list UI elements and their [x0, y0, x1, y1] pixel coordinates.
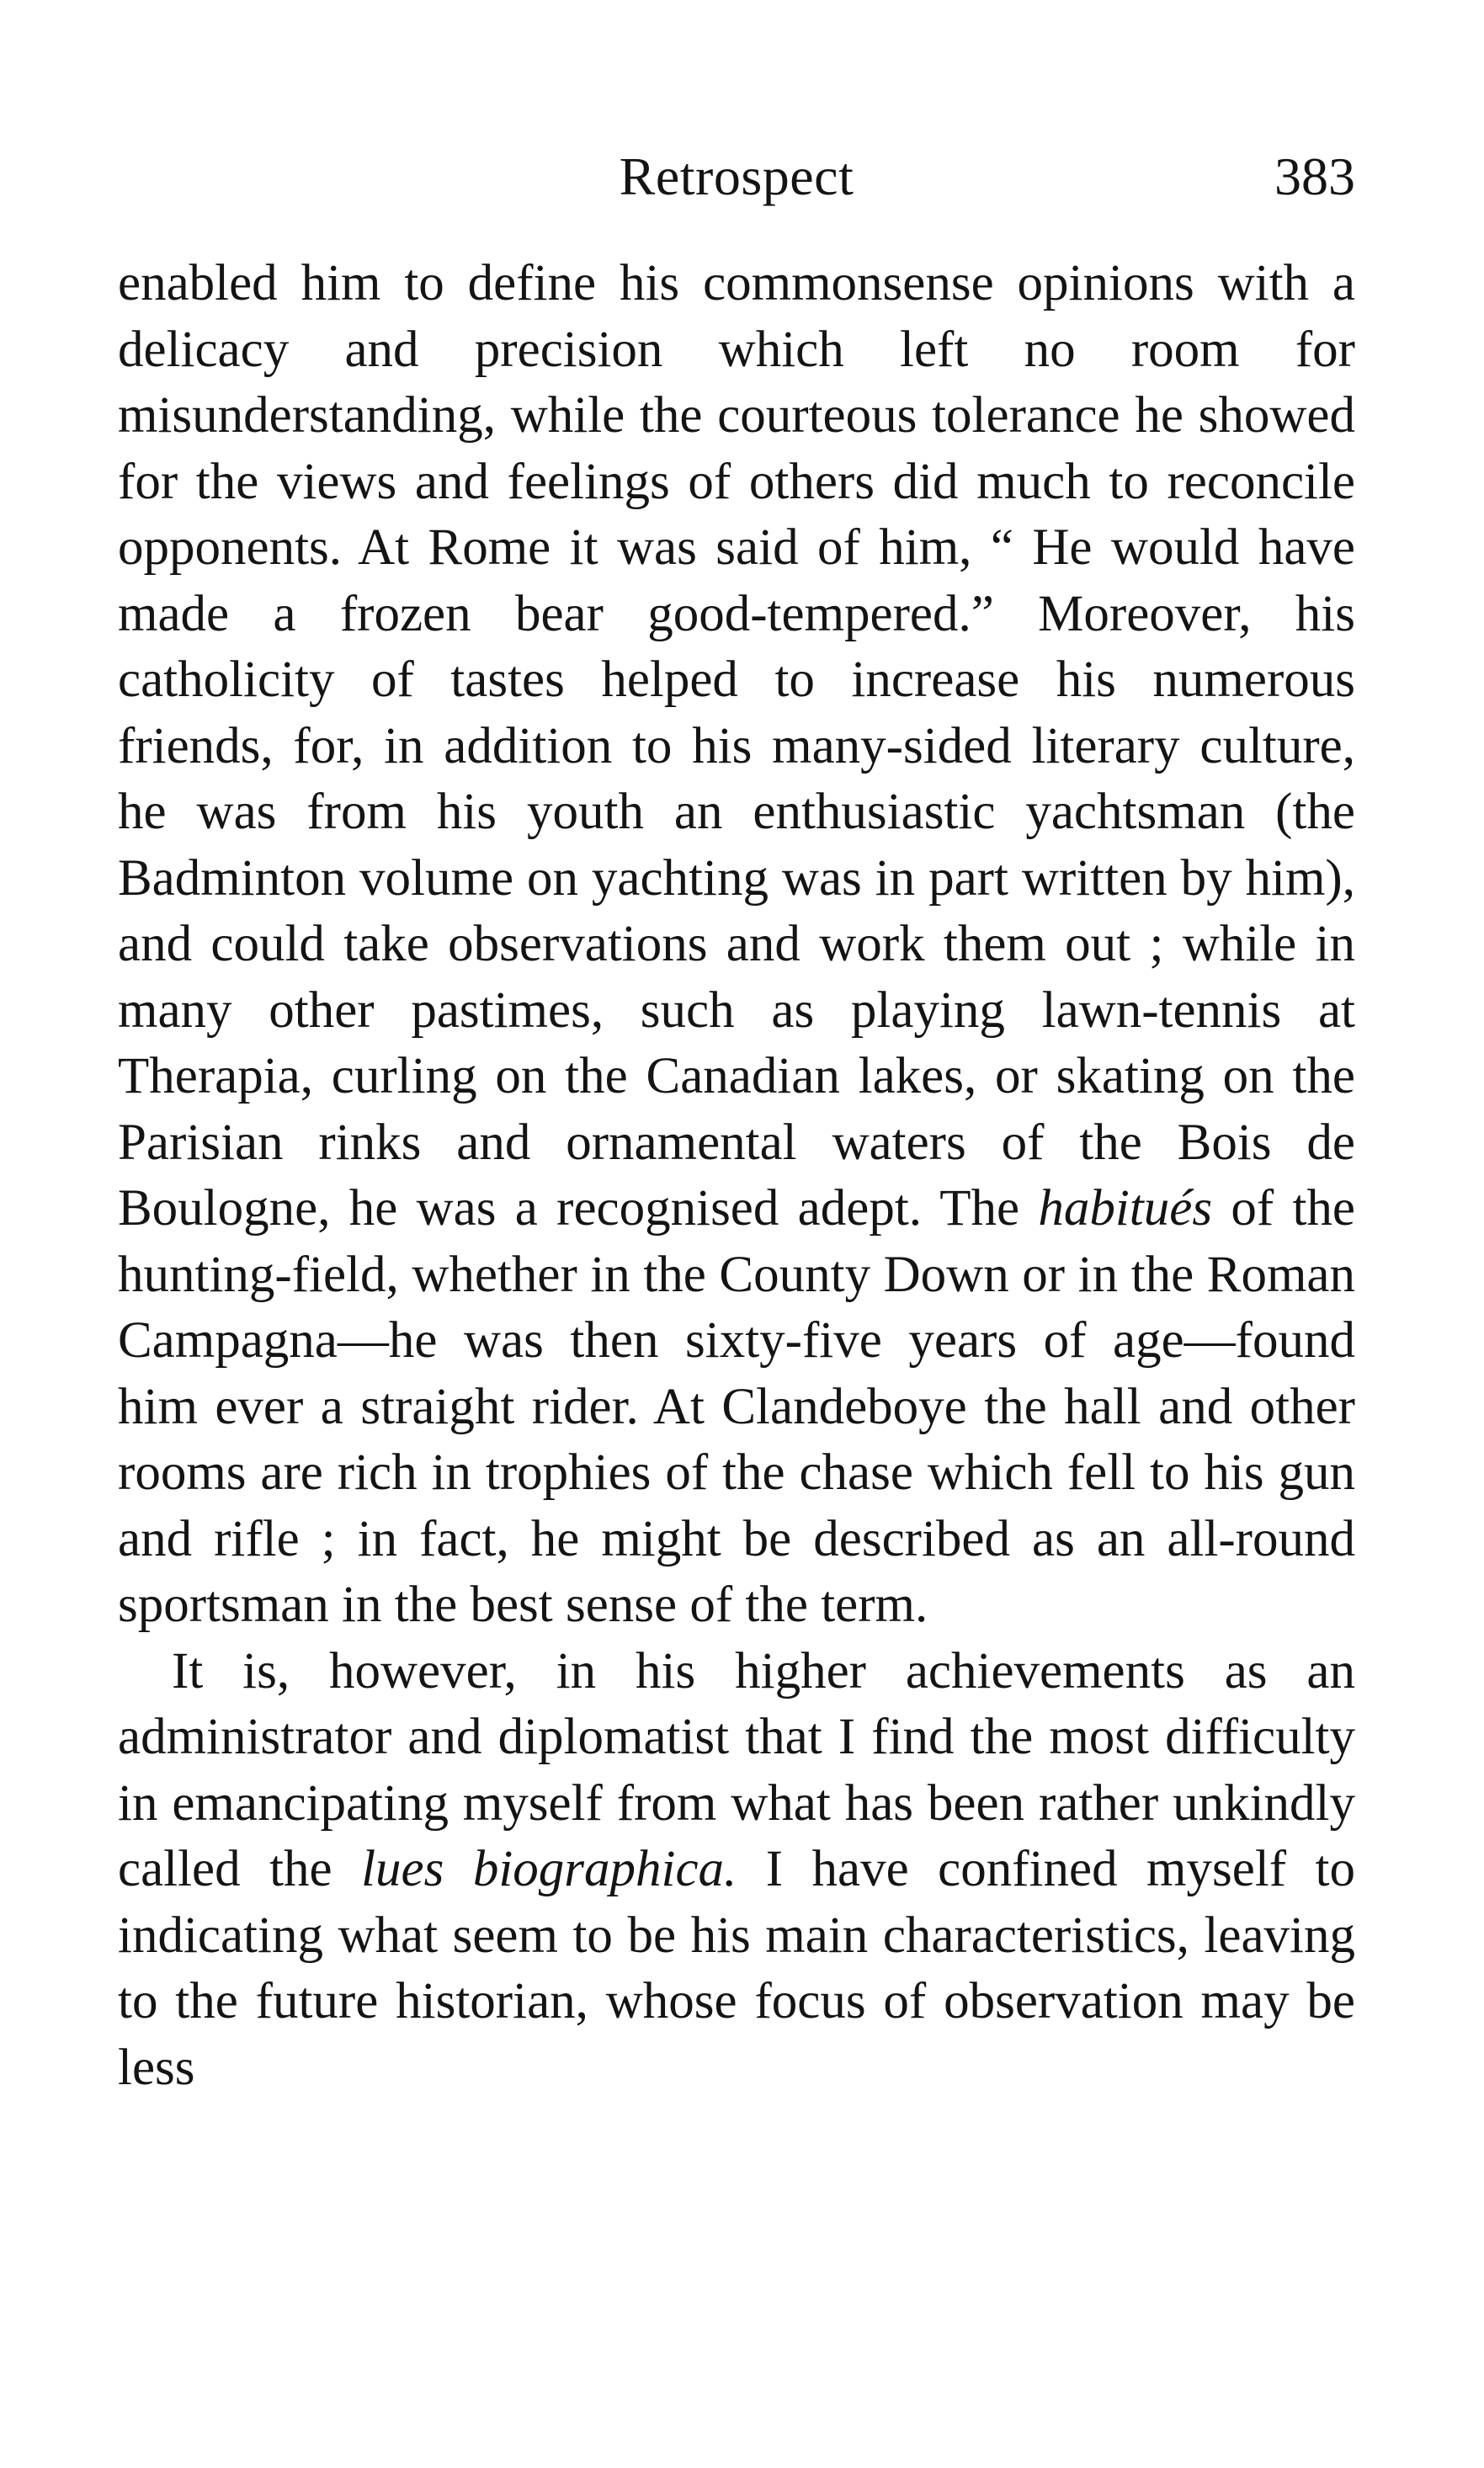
- page-number: 383: [1274, 146, 1355, 206]
- paragraph-1-italic-habitues: habitués: [1038, 1180, 1213, 1237]
- paragraph-2: [118, 1639, 1355, 2102]
- body-text: [118, 251, 1355, 2101]
- running-head: [118, 143, 1355, 219]
- paragraph-1: [118, 251, 1355, 1639]
- paragraph-1-text-b: of the hunting-field, whether in the County Down or in the Roman Campagna—he was then sixty-five years of age—found him ever a straight rider. At Clandeboye the hall and other rooms are rich in trophies of the chase which fell to his gun and rifle ; in fact, he might be described as an all-round sportsman in the best sense of the term.: [118, 1180, 1356, 1633]
- paragraph-1-text-a: enabled him to define his commonsense opinions with a delicacy and precision which left no room for misunderstanding, while the courteous tolerance he showed for the views and feelings of others did much to reconcile opponents. At Rome it was said of him, “ He would have made a frozen bear good-tempered.” Moreover, his catholicity of tastes helped to increase his numerous friends, for, in addition to his many-sided literary culture, he was from his youth an enthusiastic yachtsman (the Badminton volume on yachting was in part written by him), and could take observations and work them out ; while in many other pastimes, such as playing lawn-tennis at Therapia, curling on the Canadian lakes, or skating on the Parisian rinks and ornamental waters of the Bois de Boulogne, he was a recognised adept. The: [118, 255, 1355, 1237]
- running-title: Retrospect: [619, 146, 854, 206]
- paragraph-2-italic-lues-biographica: lues biographica.: [361, 1841, 737, 1897]
- paragraph-2-text-a: It is, however, in his higher achievements as an administrator and diplomatist that I find the most difficulty in emancipating myself from what has been rather unkindly called the: [118, 1642, 1355, 1897]
- paragraph-2-text-b: I have confined myself to indicating what seem to be his main characteristics, leaving to the future historian, whose focus of observation may be less: [118, 1841, 1355, 2096]
